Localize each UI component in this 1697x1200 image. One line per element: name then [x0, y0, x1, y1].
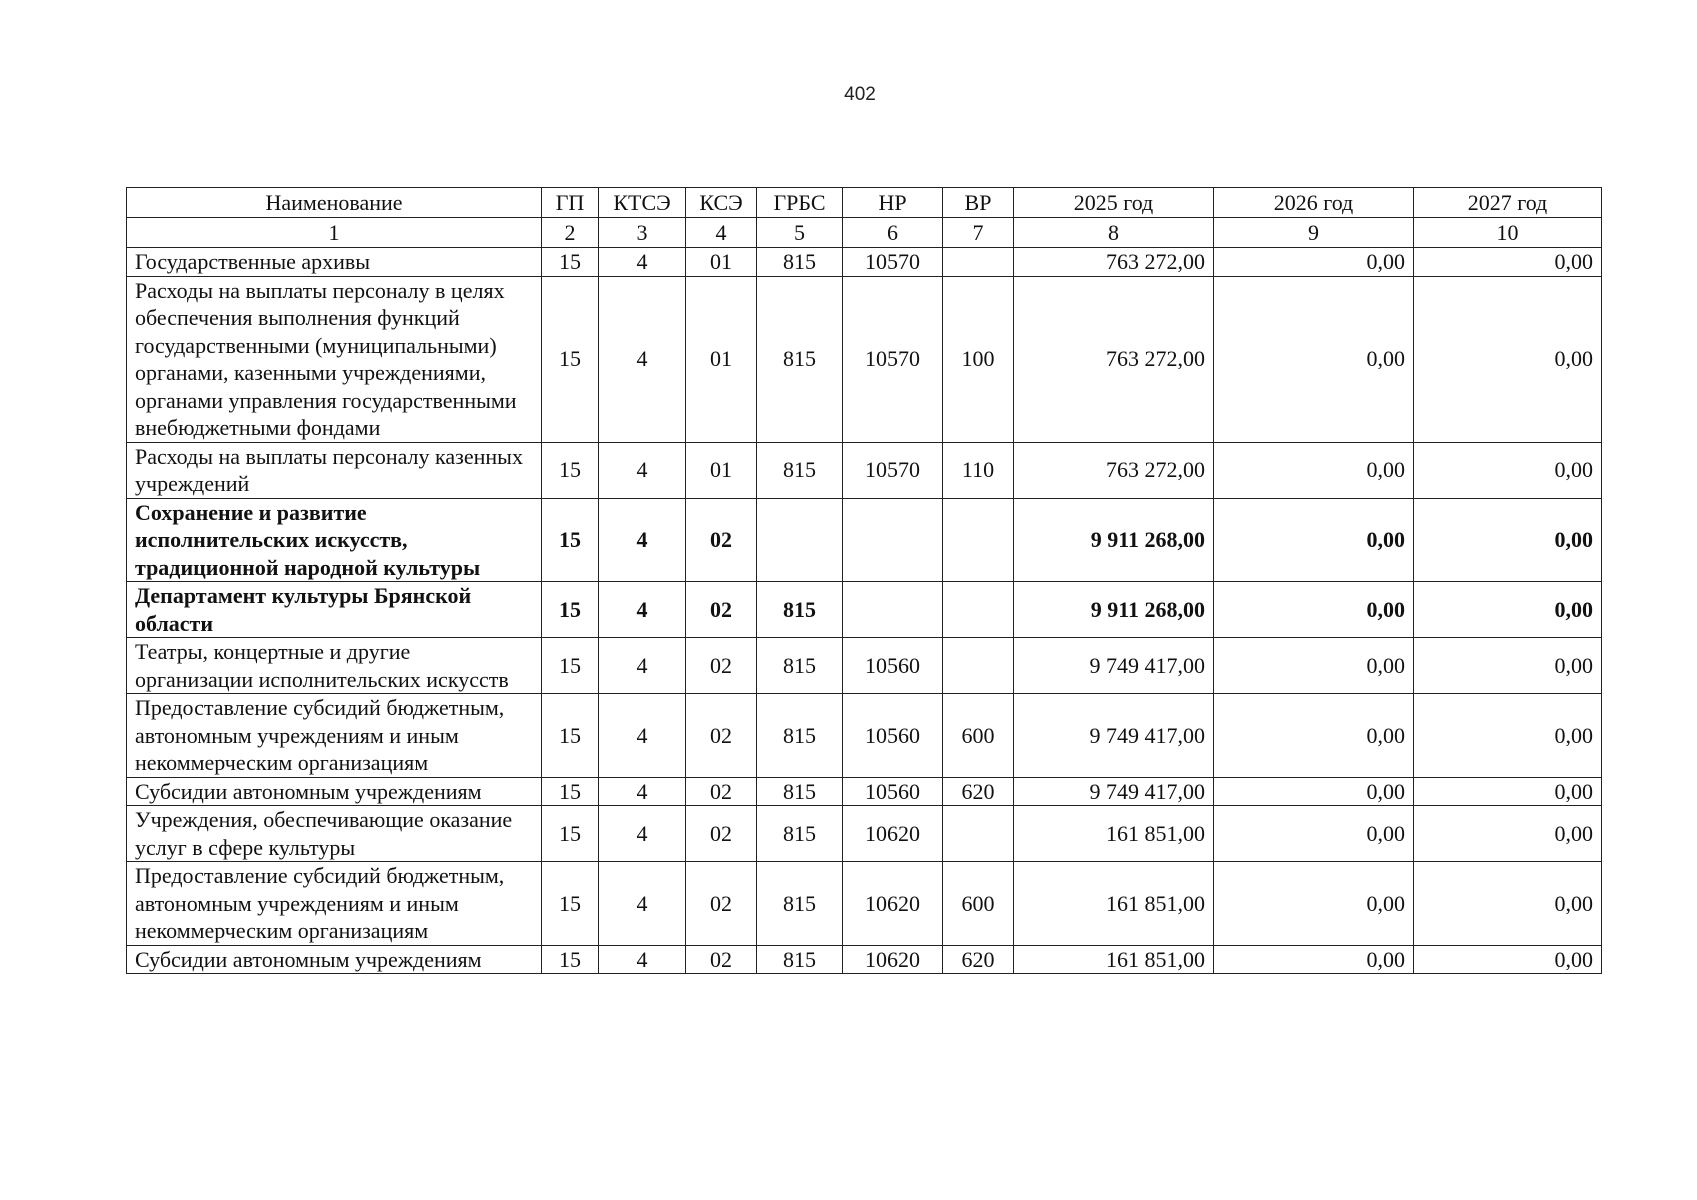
name-cell: Субсидии автономным учреждениям	[127, 777, 542, 806]
amount-2025-cell: 763 272,00	[1014, 442, 1214, 498]
ktse-cell: 4	[599, 806, 686, 862]
vr-cell	[943, 248, 1014, 277]
column-number-row	[127, 218, 1602, 248]
nr-cell: 10620	[843, 806, 943, 862]
nr-cell: 10620	[843, 945, 943, 974]
ktse-cell: 4	[599, 498, 686, 582]
column-number-cell: 5	[757, 218, 843, 248]
gp-cell: 15	[542, 638, 599, 694]
column-number-cell: 1	[127, 218, 542, 248]
vr-cell: 100	[943, 276, 1014, 442]
gp-cell: 15	[542, 248, 599, 277]
gp-cell: 15	[542, 276, 599, 442]
gp-cell: 15	[542, 945, 599, 974]
gp-cell: 15	[542, 694, 599, 778]
grbs-cell: 815	[757, 694, 843, 778]
amount-2026-cell: 0,00	[1214, 862, 1414, 946]
ktse-cell: 4	[599, 862, 686, 946]
kse-cell: 02	[686, 694, 757, 778]
column-number-cell: 2	[542, 218, 599, 248]
page-number: 402	[844, 84, 876, 105]
kse-cell: 02	[686, 862, 757, 946]
table-row-subtotal	[127, 498, 1602, 582]
amount-2027-cell: 0,00	[1414, 442, 1602, 498]
header-cell: 2026 год	[1214, 188, 1414, 218]
header-cell: НР	[843, 188, 943, 218]
table-row	[127, 862, 1602, 946]
table-row	[127, 276, 1602, 442]
amount-2026-cell: 0,00	[1214, 582, 1414, 638]
kse-cell: 01	[686, 442, 757, 498]
amount-2026-cell: 0,00	[1214, 442, 1414, 498]
table-row	[127, 945, 1602, 974]
amount-2026-cell: 0,00	[1214, 694, 1414, 778]
name-cell: Субсидии автономным учреждениям	[127, 945, 542, 974]
budget-table	[126, 187, 1602, 974]
grbs-cell: 815	[757, 806, 843, 862]
table-row	[127, 638, 1602, 694]
kse-cell: 01	[686, 248, 757, 277]
amount-2025-cell: 763 272,00	[1014, 248, 1214, 277]
vr-cell: 600	[943, 694, 1014, 778]
ktse-cell: 4	[599, 945, 686, 974]
kse-cell: 02	[686, 806, 757, 862]
table-body	[127, 248, 1602, 974]
amount-2025-cell: 161 851,00	[1014, 806, 1214, 862]
amount-2027-cell: 0,00	[1414, 638, 1602, 694]
column-number-cell: 9	[1214, 218, 1414, 248]
gp-cell: 15	[542, 582, 599, 638]
amount-2026-cell: 0,00	[1214, 498, 1414, 582]
nr-cell: 10560	[843, 694, 943, 778]
amount-2027-cell: 0,00	[1414, 694, 1602, 778]
nr-cell: 10560	[843, 777, 943, 806]
amount-2025-cell: 161 851,00	[1014, 862, 1214, 946]
grbs-cell: 815	[757, 777, 843, 806]
table-row	[127, 248, 1602, 277]
header-cell: ВР	[943, 188, 1014, 218]
grbs-cell: 815	[757, 582, 843, 638]
grbs-cell: 815	[757, 862, 843, 946]
vr-cell	[943, 498, 1014, 582]
nr-cell	[843, 582, 943, 638]
grbs-cell: 815	[757, 276, 843, 442]
amount-2027-cell: 0,00	[1414, 498, 1602, 582]
amount-2025-cell: 9 911 268,00	[1014, 498, 1214, 582]
amount-2025-cell: 763 272,00	[1014, 276, 1214, 442]
ktse-cell: 4	[599, 582, 686, 638]
name-cell: Театры, концертные и другие организации исполнительских искусств	[127, 638, 542, 694]
amount-2027-cell: 0,00	[1414, 276, 1602, 442]
name-cell: Расходы на выплаты персоналу в целях обеспечения выполнения функций государственными (муниципальными) органами, казенными учреждениями, органами управления государственными внебюджетными фондами	[127, 276, 542, 442]
nr-cell: 10570	[843, 442, 943, 498]
amount-2027-cell: 0,00	[1414, 248, 1602, 277]
name-cell: Предоставление субсидий бюджетным, автономным учреждениям и иным некоммерческим организациям	[127, 862, 542, 946]
vr-cell	[943, 582, 1014, 638]
kse-cell: 02	[686, 945, 757, 974]
ktse-cell: 4	[599, 777, 686, 806]
nr-cell: 10570	[843, 248, 943, 277]
grbs-cell: 815	[757, 945, 843, 974]
table-row	[127, 442, 1602, 498]
vr-cell: 620	[943, 777, 1014, 806]
amount-2026-cell: 0,00	[1214, 276, 1414, 442]
table-row	[127, 694, 1602, 778]
nr-cell: 10620	[843, 862, 943, 946]
nr-cell	[843, 498, 943, 582]
amount-2025-cell: 9 749 417,00	[1014, 777, 1214, 806]
gp-cell: 15	[542, 806, 599, 862]
header-cell: ГП	[542, 188, 599, 218]
header-row	[127, 188, 1602, 218]
kse-cell: 02	[686, 582, 757, 638]
name-cell: Сохранение и развитие исполнительских искусств, традиционной народной культуры	[127, 498, 542, 582]
amount-2027-cell: 0,00	[1414, 777, 1602, 806]
ktse-cell: 4	[599, 248, 686, 277]
gp-cell: 15	[542, 862, 599, 946]
vr-cell: 600	[943, 862, 1014, 946]
nr-cell: 10570	[843, 276, 943, 442]
vr-cell	[943, 806, 1014, 862]
table-row	[127, 777, 1602, 806]
amount-2025-cell: 9 911 268,00	[1014, 582, 1214, 638]
amount-2026-cell: 0,00	[1214, 777, 1414, 806]
grbs-cell: 815	[757, 248, 843, 277]
amount-2026-cell: 0,00	[1214, 806, 1414, 862]
amount-2025-cell: 9 749 417,00	[1014, 638, 1214, 694]
column-number-cell: 3	[599, 218, 686, 248]
amount-2027-cell: 0,00	[1414, 862, 1602, 946]
gp-cell: 15	[542, 498, 599, 582]
amount-2025-cell: 9 749 417,00	[1014, 694, 1214, 778]
amount-2026-cell: 0,00	[1214, 248, 1414, 277]
grbs-cell	[757, 498, 843, 582]
header-cell: КСЭ	[686, 188, 757, 218]
grbs-cell: 815	[757, 638, 843, 694]
ktse-cell: 4	[599, 442, 686, 498]
name-cell: Департамент культуры Брянской области	[127, 582, 542, 638]
column-number-cell: 7	[943, 218, 1014, 248]
ktse-cell: 4	[599, 276, 686, 442]
grbs-cell: 815	[757, 442, 843, 498]
header-cell: КТСЭ	[599, 188, 686, 218]
kse-cell: 01	[686, 276, 757, 442]
vr-cell	[943, 638, 1014, 694]
ktse-cell: 4	[599, 694, 686, 778]
header-cell: 2027 год	[1414, 188, 1602, 218]
header-cell: Наименование	[127, 188, 542, 218]
nr-cell: 10560	[843, 638, 943, 694]
header-cell: 2025 год	[1014, 188, 1214, 218]
vr-cell: 620	[943, 945, 1014, 974]
amount-2025-cell: 161 851,00	[1014, 945, 1214, 974]
kse-cell: 02	[686, 498, 757, 582]
column-number-cell: 10	[1414, 218, 1602, 248]
gp-cell: 15	[542, 777, 599, 806]
gp-cell: 15	[542, 442, 599, 498]
amount-2026-cell: 0,00	[1214, 945, 1414, 974]
column-number-cell: 8	[1014, 218, 1214, 248]
name-cell: Государственные архивы	[127, 248, 542, 277]
amount-2026-cell: 0,00	[1214, 638, 1414, 694]
column-number-cell: 6	[843, 218, 943, 248]
vr-cell: 110	[943, 442, 1014, 498]
name-cell: Предоставление субсидий бюджетным, автономным учреждениям и иным некоммерческим организациям	[127, 694, 542, 778]
kse-cell: 02	[686, 777, 757, 806]
ktse-cell: 4	[599, 638, 686, 694]
amount-2027-cell: 0,00	[1414, 806, 1602, 862]
header-cell: ГРБС	[757, 188, 843, 218]
column-number-cell: 4	[686, 218, 757, 248]
table-row-subtotal	[127, 582, 1602, 638]
name-cell: Расходы на выплаты персоналу казенных учреждений	[127, 442, 542, 498]
amount-2027-cell: 0,00	[1414, 945, 1602, 974]
amount-2027-cell: 0,00	[1414, 582, 1602, 638]
name-cell: Учреждения, обеспечивающие оказание услуг в сфере культуры	[127, 806, 542, 862]
table-row	[127, 806, 1602, 862]
kse-cell: 02	[686, 638, 757, 694]
